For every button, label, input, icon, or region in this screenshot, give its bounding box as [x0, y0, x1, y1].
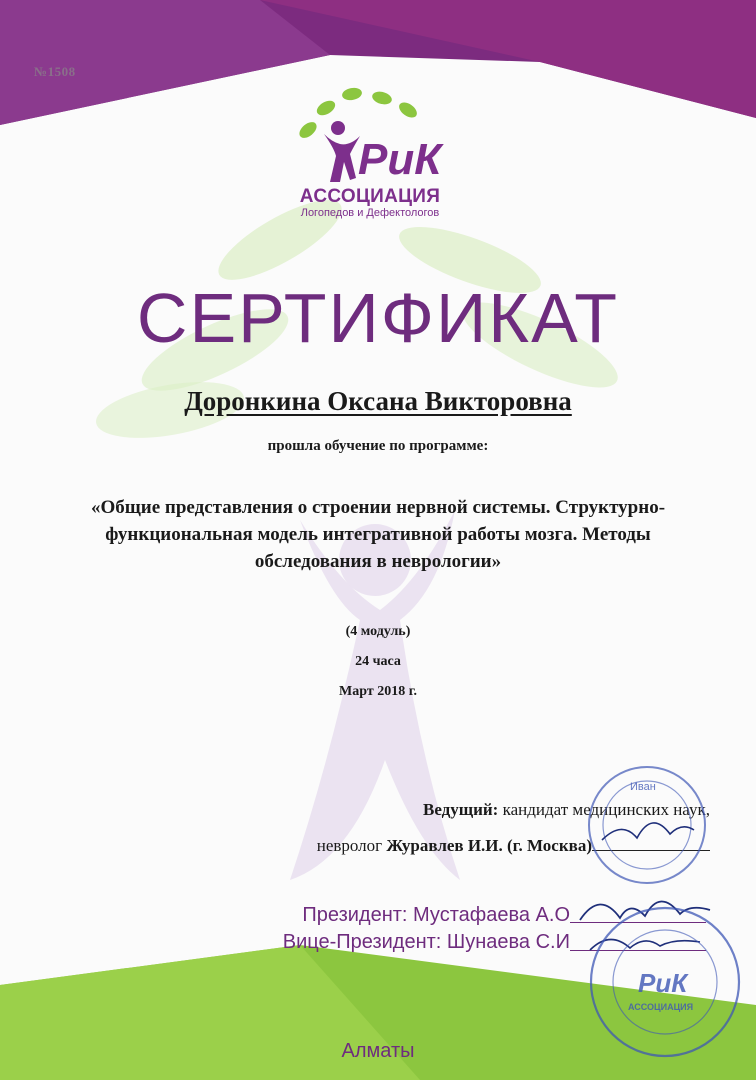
date-label: Март 2018 г. [339, 684, 417, 699]
association-stamp [580, 902, 750, 1062]
stamp-text: Иван [630, 781, 656, 793]
program-title [30, 494, 726, 575]
lead-specialty: невролог [316, 836, 387, 855]
city-label: Алматы [341, 1040, 415, 1062]
leaf-icon [341, 86, 363, 101]
certificate-number: №1508 [34, 64, 76, 79]
president-label: Президент: Мустафаева А.О [302, 904, 570, 926]
program-line: функциональная модель интегративной работы мозга. Методы [105, 524, 651, 545]
vice-president-label: Вице-Президент: Шунаева С.И [282, 931, 570, 953]
figure-body-icon [324, 134, 360, 182]
association-name: АССОЦИАЦИЯ [299, 186, 441, 207]
association-subtitle: Логопедов и Дефектологов [300, 207, 440, 219]
lead-degree: кандидат медицинских наук, [498, 800, 710, 819]
program-line: обследования в неврологии» [254, 551, 502, 572]
leaf-icon [371, 90, 393, 107]
passed-text: прошла обучение по программе: [267, 438, 489, 454]
lead-name: Журавлев И.И. (г. Москва) [386, 836, 592, 855]
figure-head-icon [331, 121, 345, 135]
vice-president-line [150, 931, 570, 954]
lead-label: Ведущий: [422, 800, 499, 819]
recipient-name: Доронкина Оксана Викторовна [184, 386, 572, 416]
top-left-shade [0, 0, 330, 125]
leaf-icon [396, 99, 419, 120]
leaf-icon [296, 119, 319, 141]
program-line: «Общие представления о строении нервной системы. Структурно- [90, 497, 666, 518]
stamp-assoc-text: АССОЦИАЦИЯ [628, 1002, 694, 1012]
hours-label: 24 часа [355, 654, 401, 669]
leaf-icon [314, 98, 337, 118]
logo-text: РиК [358, 135, 442, 184]
stamp-logo-text: РиК [638, 968, 688, 998]
certificate-title: СЕРТИФИКАТ [136, 279, 620, 357]
module-label: (4 модуль) [345, 624, 411, 639]
signature-mark [602, 823, 694, 840]
president-line [150, 904, 570, 927]
instructor-stamp [582, 760, 712, 890]
